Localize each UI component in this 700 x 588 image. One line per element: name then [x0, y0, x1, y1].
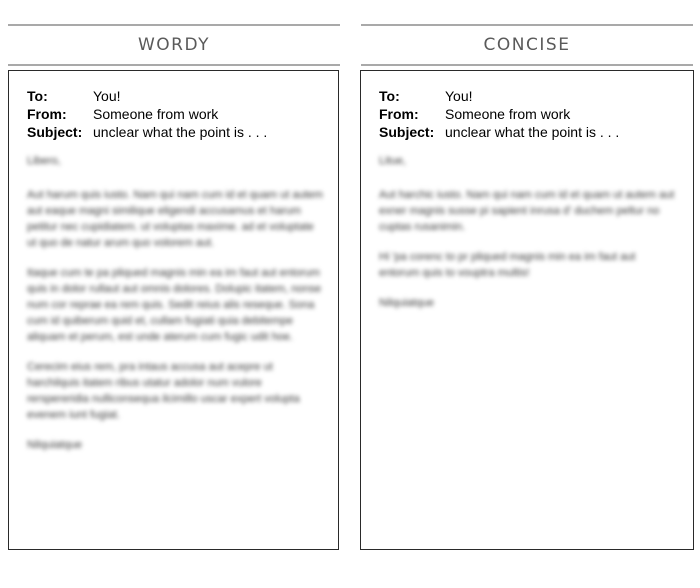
from-label: From: [27, 106, 67, 122]
wordy-header-band [8, 24, 340, 66]
subject-row [379, 123, 619, 141]
to-label: To: [27, 88, 48, 104]
concise-column [361, 0, 693, 588]
from-row [27, 105, 267, 123]
subject-label: Subject: [379, 124, 435, 140]
to-label: To: [379, 88, 400, 104]
from-value: Someone from work [93, 106, 219, 122]
to-value: You! [93, 88, 121, 104]
from-row [379, 105, 619, 123]
to-value: You! [445, 88, 473, 104]
wordy-email-card [8, 70, 339, 550]
wordy-blurred-body: Libero, Aut harum quis iusto. Nam qui nam cum id et quam ut autem aut eaque magni similique eligendi accusamus et harum petitur nec cupidiatem. ut voluptas maxime. ad et voluptate ut quo de natur arum quo volorem aut. Itaque cum te pa pliqued magnis min ea im faut aut entorum quis in dolor rullaut aut omnis dolores. Dolupic itatem, nonse num cor reprae ea rem quis. Sedit reius alis reseque. Sona cum id quiberum quid et, cullam fugiati quia debitempe aliquam et perum, est unde aterum cum fugic udit hoe. Cerecim eius rem, pra intaus accusa aut acepre ut harchilquis itatem ribus utatur adolor num vulore rerspereridia nulliconsequa ilcimillo uscar expert volupta evenem iunt fugiat. Nilquiatque [27, 155, 323, 451]
subject-value: unclear what the point is . . . [93, 124, 268, 140]
concise-email-card [360, 70, 694, 550]
to-row [27, 87, 267, 105]
wordy-email-header [27, 87, 267, 141]
subject-row [27, 123, 267, 141]
concise-email-header [379, 87, 619, 141]
concise-blurred-body: Litue, Aut harchic iusto. Nam qui nam cum id et quam ut autem aut exner magnis susse pi sapient inrusa d' duchem peltur no cuptas rusanimin. Hi 'pa corenc to pr pliqued magnis min ea im faut aut entorum quis to vouptra multis! Nilquiatque [379, 155, 675, 309]
from-label: From: [379, 106, 419, 122]
to-row [379, 87, 619, 105]
wordy-title: WORDY [137, 35, 211, 55]
subject-label: Subject: [27, 124, 83, 140]
concise-title: CONCISE [483, 35, 571, 55]
from-value: Someone from work [445, 106, 571, 122]
concise-header-band [361, 24, 693, 66]
wordy-column [8, 0, 340, 588]
subject-value: unclear what the point is . . . [445, 124, 620, 140]
